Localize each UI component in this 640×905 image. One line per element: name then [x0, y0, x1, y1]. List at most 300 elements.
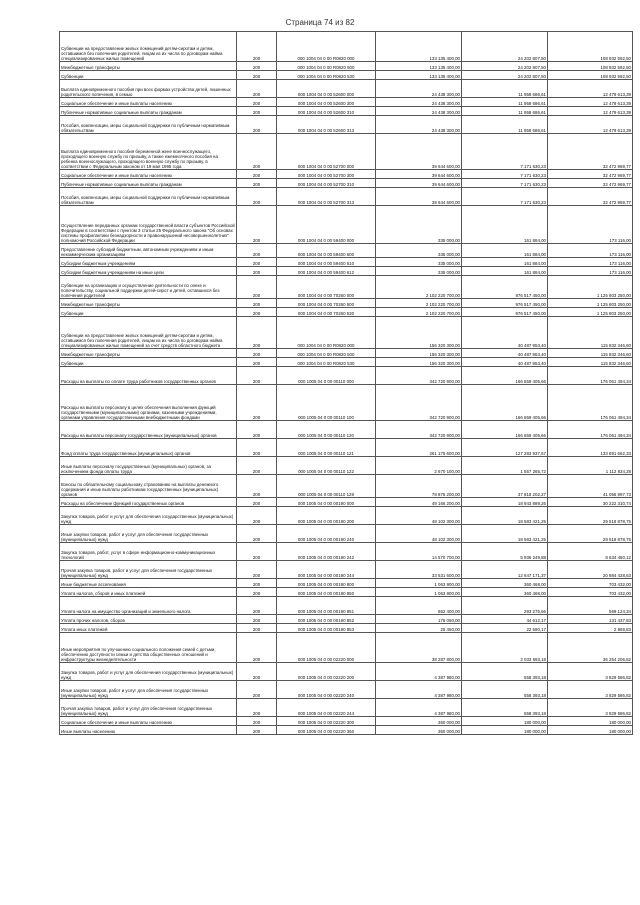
row-executed-amount-cell: 161 884,00: [462, 244, 548, 258]
row-unexecuted-amount-cell: 115 832 346,60: [548, 317, 633, 349]
row-executed-amount-cell: 180 000,00: [462, 726, 548, 735]
table-row: [60, 32, 633, 62]
table-row: [60, 439, 633, 457]
row-unexecuted-amount-cell: 173 116,00: [548, 258, 633, 267]
table-row: [60, 267, 633, 276]
table-row: [60, 62, 633, 71]
row-name-cell: Уплата налога на имущество организаций и земельного налога: [60, 597, 237, 615]
table-row: [60, 525, 633, 543]
row-budget-code-cell: 000 1005 04 0 00 02220 244: [277, 699, 376, 717]
row-name-cell: Закупка товаров, работ и услуг для обеспечения государственных (муниципальных) нужд: [60, 507, 237, 525]
row-executed-amount-cell: 18 943 889,26: [462, 498, 548, 507]
row-executed-amount-cell: 558 393,18: [462, 699, 548, 717]
row-executed-amount-cell: 22 580,17: [462, 624, 548, 633]
row-approved-amount-cell: 39 644 600,00: [376, 179, 462, 188]
row-unexecuted-amount-cell: 1 125 803 250,00: [548, 308, 633, 317]
table-row: [60, 543, 633, 561]
row-budget-code-cell: 000 1004 04 0 00 52600 313: [277, 116, 376, 134]
row-admin-code-cell: 200: [237, 62, 277, 71]
row-unexecuted-amount-cell: 32 472 969,77: [548, 179, 633, 188]
row-approved-amount-cell: 24 438 300,00: [376, 98, 462, 107]
row-approved-amount-cell: 862 400,00: [376, 597, 462, 615]
row-admin-code-cell: 200: [237, 367, 277, 385]
table-row: [60, 663, 633, 681]
row-admin-code-cell: 200: [237, 206, 277, 244]
row-budget-code-cell: 000 1005 04 0 00 00110 120: [277, 421, 376, 439]
row-approved-amount-cell: 39 644 600,00: [376, 188, 462, 206]
row-budget-code-cell: 000 1005 04 0 00 02220 300: [277, 717, 376, 726]
row-approved-amount-cell: 335 000,00: [376, 258, 462, 267]
row-approved-amount-cell: 1 063 900,00: [376, 588, 462, 597]
row-unexecuted-amount-cell: 1 112 834,28: [548, 457, 633, 475]
row-name-cell: Осуществление переданных органам государственной власти субъектов Российской Федерации в соответствии с пунктом 3 статьи 25 Федерального закона "Об основах системы профилактики безнадзорности и правонарушений несовершеннолетних" полномочий Российской Федерации: [60, 206, 237, 244]
row-approved-amount-cell: 261 175 600,00: [376, 439, 462, 457]
row-admin-code-cell: 200: [237, 439, 277, 457]
row-name-cell: Расходы на обеспечение функций государственных органов: [60, 498, 237, 507]
row-admin-code-cell: 200: [237, 699, 277, 717]
row-name-cell: Пособия, компенсации, меры социальной поддержки по публичным нормативным обязательствам: [60, 116, 237, 134]
row-budget-code-cell: 000 1004 04 0 00 70260 500: [277, 299, 376, 308]
table-row: [60, 726, 633, 735]
row-unexecuted-amount-cell: 41 056 997,73: [548, 475, 633, 498]
row-admin-code-cell: 200: [237, 317, 277, 349]
row-admin-code-cell: 200: [237, 134, 277, 170]
row-budget-code-cell: 000 1004 04 0 00 59400 610: [277, 258, 376, 267]
table-row: [60, 71, 633, 80]
row-admin-code-cell: 200: [237, 561, 277, 579]
row-name-cell: Социальное обеспечение и иные выплаты населению: [60, 98, 237, 107]
row-executed-amount-cell: 976 517 450,00: [462, 308, 548, 317]
row-budget-code-cell: 000 1005 04 0 00 00190 851: [277, 597, 376, 615]
table-row: [60, 206, 633, 244]
row-name-cell: Иные бюджетные ассигнования: [60, 579, 237, 588]
row-name-cell: Расходы на выплаты персоналу в целях обеспечения выполнения функций государственными (муниципальными) органами, казенными учреждениями, органами управления государственными внебюджетными фондами: [60, 385, 237, 421]
row-name-cell: Иные закупки товаров, работ и услуг для обеспечения государственных (муниципальных) нужд: [60, 525, 237, 543]
row-unexecuted-amount-cell: 12 479 613,39: [548, 107, 633, 116]
row-approved-amount-cell: 39 644 600,00: [376, 170, 462, 179]
row-budget-code-cell: 000 1005 04 0 00 00190 850: [277, 588, 376, 597]
row-name-cell: Субвенции: [60, 358, 237, 367]
row-approved-amount-cell: 2 102 220 700,00: [376, 308, 462, 317]
row-unexecuted-amount-cell: 1 125 803 250,00: [548, 299, 633, 308]
row-executed-amount-cell: 161 884,00: [462, 206, 548, 244]
row-admin-code-cell: 200: [237, 579, 277, 588]
row-name-cell: Иные выплаты персоналу государственных (муниципальных) органов, за исключением фонда оплаты труда: [60, 457, 237, 475]
table-row: [60, 717, 633, 726]
row-approved-amount-cell: 39 644 600,00: [376, 134, 462, 170]
row-budget-code-cell: 000 1005 04 0 00 00110 000: [277, 367, 376, 385]
row-budget-code-cell: 000 1004 04 0 00 70260 000: [277, 276, 376, 299]
row-budget-code-cell: 000 1004 04 0 00 52700 000: [277, 134, 376, 170]
row-name-cell: Уплата налогов, сборов и иных платежей: [60, 588, 237, 597]
row-admin-code-cell: 200: [237, 358, 277, 367]
row-admin-code-cell: 200: [237, 98, 277, 107]
row-executed-amount-cell: 24 202 807,50: [462, 32, 548, 62]
row-approved-amount-cell: 2 670 100,00: [376, 457, 462, 475]
row-budget-code-cell: 000 1005 04 0 00 00110 100: [277, 385, 376, 421]
row-approved-amount-cell: 14 570 700,00: [376, 543, 462, 561]
row-budget-code-cell: 000 1005 04 0 00 02220 240: [277, 681, 376, 699]
table-row: [60, 276, 633, 299]
row-executed-amount-cell: 5 936 249,88: [462, 543, 548, 561]
row-name-cell: Публичные нормативные социальные выплаты гражданам: [60, 107, 237, 116]
table-row: [60, 624, 633, 633]
row-name-cell: Прочая закупка товаров, работ и услуг для обеспечения государственных (муниципальных) нужд: [60, 699, 237, 717]
row-approved-amount-cell: 133 135 400,00: [376, 62, 462, 71]
row-executed-amount-cell: 7 171 630,23: [462, 179, 548, 188]
row-admin-code-cell: 200: [237, 726, 277, 735]
table-row: [60, 579, 633, 588]
table-row: [60, 107, 633, 116]
row-approved-amount-cell: 342 720 900,00: [376, 421, 462, 439]
row-executed-amount-cell: 180 000,00: [462, 717, 548, 726]
table-row: [60, 699, 633, 717]
row-admin-code-cell: 200: [237, 615, 277, 624]
row-approved-amount-cell: 48 102 300,00: [376, 507, 462, 525]
table-row: [60, 588, 633, 597]
row-name-cell: Субсидии бюджетным учреждениям: [60, 258, 237, 267]
row-name-cell: Субсидии бюджетным учреждениям на иные цели: [60, 267, 237, 276]
table-row: [60, 258, 633, 267]
table-row: [60, 317, 633, 349]
row-admin-code-cell: 200: [237, 267, 277, 276]
row-admin-code-cell: 200: [237, 507, 277, 525]
row-admin-code-cell: 200: [237, 188, 277, 206]
row-approved-amount-cell: 156 320 300,00: [376, 358, 462, 367]
table-row: [60, 597, 633, 615]
row-unexecuted-amount-cell: 108 932 592,50: [548, 71, 633, 80]
row-budget-code-cell: 000 1004 04 0 00 R0820 000: [277, 317, 376, 349]
row-executed-amount-cell: 161 884,00: [462, 267, 548, 276]
row-budget-code-cell: 000 1004 04 0 00 52600 310: [277, 107, 376, 116]
row-unexecuted-amount-cell: 2 869,83: [548, 624, 633, 633]
table-row: [60, 633, 633, 663]
row-unexecuted-amount-cell: 180 000,00: [548, 717, 633, 726]
row-admin-code-cell: 200: [237, 179, 277, 188]
row-admin-code-cell: 200: [237, 543, 277, 561]
row-admin-code-cell: 200: [237, 457, 277, 475]
row-admin-code-cell: 200: [237, 349, 277, 358]
row-admin-code-cell: 200: [237, 258, 277, 267]
row-approved-amount-cell: 4 387 980,00: [376, 663, 462, 681]
row-budget-code-cell: 000 1004 04 0 00 59400 612: [277, 267, 376, 276]
row-unexecuted-amount-cell: 29 518 878,75: [548, 525, 633, 543]
row-approved-amount-cell: 133 135 400,00: [376, 71, 462, 80]
row-approved-amount-cell: 48 102 300,00: [376, 525, 462, 543]
row-unexecuted-amount-cell: 703 432,00: [548, 579, 633, 588]
row-unexecuted-amount-cell: 703 432,00: [548, 588, 633, 597]
row-executed-amount-cell: 166 659 405,66: [462, 367, 548, 385]
row-approved-amount-cell: 2 102 220 700,00: [376, 299, 462, 308]
row-executed-amount-cell: 1 557 265,72: [462, 457, 548, 475]
row-unexecuted-amount-cell: 108 932 592,50: [548, 62, 633, 71]
row-unexecuted-amount-cell: 115 832 346,60: [548, 349, 633, 358]
row-name-cell: Субвенции на предоставление жилых помещений детям-сиротам и детям, оставшимся без попечения родителей, лицам из их числа по договорам найма специализированных жилых помещений за счет средств областного бюджета: [60, 317, 237, 349]
row-budget-code-cell: 000 1004 04 0 00 52600 000: [277, 80, 376, 98]
row-name-cell: Прочая закупка товаров, работ и услуг для обеспечения государственных (муниципальных) нужд: [60, 561, 237, 579]
row-budget-code-cell: 000 1004 04 0 00 59400 600: [277, 244, 376, 258]
row-executed-amount-cell: 11 958 686,61: [462, 98, 548, 107]
row-unexecuted-amount-cell: 131 437,83: [548, 615, 633, 624]
row-unexecuted-amount-cell: 32 472 969,77: [548, 188, 633, 206]
table-row: [60, 385, 633, 421]
row-name-cell: Социальное обеспечение и иные выплаты населению: [60, 170, 237, 179]
row-admin-code-cell: 200: [237, 597, 277, 615]
row-name-cell: Иные закупки товаров, работ и услуг для обеспечения государственных (муниципальных) нужд: [60, 681, 237, 699]
row-budget-code-cell: 000 1005 04 0 00 00190 852: [277, 615, 376, 624]
table-row: [60, 116, 633, 134]
row-admin-code-cell: 200: [237, 421, 277, 439]
row-unexecuted-amount-cell: 1 125 803 250,00: [548, 276, 633, 299]
row-budget-code-cell: 000 1004 04 0 00 70260 530: [277, 308, 376, 317]
row-executed-amount-cell: 18 583 421,25: [462, 507, 548, 525]
row-executed-amount-cell: 24 202 807,50: [462, 62, 548, 71]
row-executed-amount-cell: 40 487 953,40: [462, 349, 548, 358]
row-budget-code-cell: 000 1005 04 0 00 00110 122: [277, 457, 376, 475]
table-row: [60, 80, 633, 98]
row-executed-amount-cell: 976 517 450,00: [462, 299, 548, 308]
row-approved-amount-cell: 156 320 300,00: [376, 349, 462, 358]
table-row: [60, 507, 633, 525]
row-approved-amount-cell: 156 320 300,00: [376, 317, 462, 349]
table-row: [60, 308, 633, 317]
row-admin-code-cell: 200: [237, 244, 277, 258]
row-budget-code-cell: 000 1005 04 0 00 02220 200: [277, 663, 376, 681]
row-executed-amount-cell: 127 283 937,67: [462, 439, 548, 457]
row-budget-code-cell: 000 1004 04 0 00 R0820 000: [277, 32, 376, 62]
row-admin-code-cell: 200: [237, 80, 277, 98]
row-executed-amount-cell: 976 517 450,00: [462, 276, 548, 299]
row-executed-amount-cell: 11 958 686,61: [462, 107, 548, 116]
row-budget-code-cell: 000 1004 04 0 00 59400 000: [277, 206, 376, 244]
row-approved-amount-cell: 24 438 300,00: [376, 107, 462, 116]
row-name-cell: Фонд оплаты труда государственных (муниципальных) органов: [60, 439, 237, 457]
row-budget-code-cell: 000 1005 04 0 00 00190 242: [277, 543, 376, 561]
row-budget-code-cell: 000 1005 04 0 00 02220 360: [277, 726, 376, 735]
row-admin-code-cell: 200: [237, 624, 277, 633]
row-budget-code-cell: 000 1004 04 0 00 52700 300: [277, 170, 376, 179]
row-unexecuted-amount-cell: 173 116,00: [548, 244, 633, 258]
row-unexecuted-amount-cell: 20 884 428,63: [548, 561, 633, 579]
row-approved-amount-cell: 133 135 400,00: [376, 32, 462, 62]
table-row: [60, 358, 633, 367]
row-executed-amount-cell: 293 275,66: [462, 597, 548, 615]
row-approved-amount-cell: 342 720 900,00: [376, 385, 462, 421]
row-budget-code-cell: 000 1005 04 0 00 00190 853: [277, 624, 376, 633]
row-executed-amount-cell: 7 171 630,23: [462, 134, 548, 170]
row-approved-amount-cell: 25 450,00: [376, 624, 462, 633]
row-name-cell: Выплата единовременного пособия при всех формах устройства детей, лишенных родительского попечения, в семью: [60, 80, 237, 98]
row-approved-amount-cell: 335 000,00: [376, 267, 462, 276]
row-admin-code-cell: 200: [237, 32, 277, 62]
row-unexecuted-amount-cell: 180 000,00: [548, 726, 633, 735]
row-name-cell: Выплата единовременного пособия беременной жене военнослужащего, проходящего военную службу по призыву, а также ежемесячного пособия на ребенка военнослужащего, проходящего военную службу по призыву, в соответствии с Федеральным законом от 19 мая 1995 года: [60, 134, 237, 170]
row-approved-amount-cell: 4 387 980,00: [376, 681, 462, 699]
table-row: [60, 457, 633, 475]
row-name-cell: Межбюджетные трансферты: [60, 62, 237, 71]
row-executed-amount-cell: 11 958 686,61: [462, 116, 548, 134]
row-executed-amount-cell: 161 884,00: [462, 258, 548, 267]
row-admin-code-cell: 200: [237, 71, 277, 80]
row-unexecuted-amount-cell: 32 472 969,77: [548, 170, 633, 179]
row-executed-amount-cell: 24 202 807,50: [462, 71, 548, 80]
row-approved-amount-cell: 1 063 900,00: [376, 579, 462, 588]
row-approved-amount-cell: 49 166 200,00: [376, 498, 462, 507]
row-budget-code-cell: 000 1005 04 0 00 00190 240: [277, 525, 376, 543]
row-budget-code-cell: 000 1005 04 0 00 00190 000: [277, 498, 376, 507]
row-admin-code-cell: 200: [237, 663, 277, 681]
table-row: [60, 188, 633, 206]
row-unexecuted-amount-cell: 29 518 878,75: [548, 507, 633, 525]
row-unexecuted-amount-cell: 30 222 310,74: [548, 498, 633, 507]
row-admin-code-cell: 200: [237, 308, 277, 317]
row-unexecuted-amount-cell: 12 479 613,39: [548, 80, 633, 98]
row-name-cell: Предоставление субсидий бюджетным, автономным учреждениям и иным некоммерческим организациям: [60, 244, 237, 258]
row-admin-code-cell: 200: [237, 681, 277, 699]
row-admin-code-cell: 200: [237, 498, 277, 507]
budget-execution-table: [59, 31, 633, 735]
row-name-cell: Уплата иных платежей: [60, 624, 237, 633]
table-row: [60, 561, 633, 579]
row-admin-code-cell: 200: [237, 107, 277, 116]
row-unexecuted-amount-cell: 36 254 206,82: [548, 633, 633, 663]
table-row: [60, 299, 633, 308]
row-name-cell: Субвенции: [60, 71, 237, 80]
row-admin-code-cell: 200: [237, 116, 277, 134]
row-name-cell: Закупка товаров, работ, услуг в сфере информационно-коммуникационных технологий: [60, 543, 237, 561]
row-executed-amount-cell: 360 468,00: [462, 579, 548, 588]
row-budget-code-cell: 000 1004 04 0 00 52600 300: [277, 98, 376, 107]
row-admin-code-cell: 200: [237, 170, 277, 179]
row-unexecuted-amount-cell: 12 479 613,39: [548, 98, 633, 107]
row-name-cell: Иные мероприятия по улучшению социального положения семей с детьми, обеспечению доступности семьи и детства общественных отношений и инфраструктуры жизнедеятельности: [60, 633, 237, 663]
row-admin-code-cell: 200: [237, 633, 277, 663]
row-admin-code-cell: 200: [237, 588, 277, 597]
row-unexecuted-amount-cell: 133 891 662,33: [548, 439, 633, 457]
row-budget-code-cell: 000 1005 04 0 00 00190 200: [277, 507, 376, 525]
row-executed-amount-cell: 40 487 953,40: [462, 317, 548, 349]
row-unexecuted-amount-cell: 3 829 586,82: [548, 681, 633, 699]
row-budget-code-cell: 000 1004 04 0 00 52700 313: [277, 188, 376, 206]
row-approved-amount-cell: 360 000,00: [376, 717, 462, 726]
table-row: [60, 615, 633, 624]
row-admin-code-cell: 200: [237, 276, 277, 299]
row-approved-amount-cell: 33 531 600,00: [376, 561, 462, 579]
row-approved-amount-cell: 360 000,00: [376, 726, 462, 735]
row-unexecuted-amount-cell: 3 829 586,82: [548, 699, 633, 717]
table-row: [60, 475, 633, 498]
table-row: [60, 498, 633, 507]
table-row: [60, 421, 633, 439]
row-name-cell: Пособия, компенсации, меры социальной поддержки по публичным нормативным обязательствам: [60, 188, 237, 206]
row-unexecuted-amount-cell: 176 061 494,34: [548, 421, 633, 439]
row-budget-code-cell: 000 1005 04 0 00 00110 129: [277, 475, 376, 498]
table-row: [60, 98, 633, 107]
row-approved-amount-cell: 342 720 900,00: [376, 367, 462, 385]
row-name-cell: Уплата прочих налогов, сборов: [60, 615, 237, 624]
row-approved-amount-cell: 4 387 980,00: [376, 699, 462, 717]
row-unexecuted-amount-cell: 3 829 586,82: [548, 663, 633, 681]
table-body: [60, 32, 633, 735]
row-approved-amount-cell: 24 438 300,00: [376, 80, 462, 98]
row-name-cell: Межбюджетные трансферты: [60, 349, 237, 358]
row-name-cell: Расходы на выплаты по оплате труда работников государственных органов: [60, 367, 237, 385]
row-unexecuted-amount-cell: 12 479 613,39: [548, 116, 633, 134]
row-unexecuted-amount-cell: 32 472 969,77: [548, 134, 633, 170]
row-budget-code-cell: 000 1004 04 0 00 R0820 500: [277, 349, 376, 358]
row-approved-amount-cell: 335 000,00: [376, 244, 462, 258]
table-row: [60, 179, 633, 188]
row-executed-amount-cell: 558 393,18: [462, 681, 548, 699]
row-name-cell: Закупка товаров, работ и услуг для обеспечения государственных (муниципальных) нужд: [60, 663, 237, 681]
row-unexecuted-amount-cell: 173 116,00: [548, 267, 633, 276]
row-admin-code-cell: 200: [237, 475, 277, 498]
row-unexecuted-amount-cell: 176 061 494,34: [548, 367, 633, 385]
table-row: [60, 681, 633, 699]
row-budget-code-cell: 000 1004 04 0 00 52700 310: [277, 179, 376, 188]
row-name-cell: Субвенции на предоставление жилых помещений детям-сиротам и детям, оставшимся без попечения родителей, лицам из их числа по договорам найма специализированных жилых помещений: [60, 32, 237, 62]
row-unexecuted-amount-cell: 176 061 494,34: [548, 385, 633, 421]
row-approved-amount-cell: 2 102 220 700,00: [376, 276, 462, 299]
row-name-cell: Межбюджетные трансферты: [60, 299, 237, 308]
row-executed-amount-cell: 558 393,18: [462, 663, 548, 681]
table-row: [60, 349, 633, 358]
row-name-cell: Расходы на выплаты персоналу государственных (муниципальных) органов: [60, 421, 237, 439]
row-budget-code-cell: 000 1005 04 0 00 02220 000: [277, 633, 376, 663]
row-executed-amount-cell: 360 468,00: [462, 588, 548, 597]
row-unexecuted-amount-cell: 569 124,34: [548, 597, 633, 615]
row-name-cell: Взносы по обязательному социальному страхованию на выплаты денежного содержания и иные выплаты работникам государственных (муниципальных) органов: [60, 475, 237, 498]
row-approved-amount-cell: 38 287 800,00: [376, 633, 462, 663]
row-executed-amount-cell: 7 171 630,23: [462, 188, 548, 206]
row-approved-amount-cell: 24 438 300,00: [376, 116, 462, 134]
row-name-cell: Субвенции: [60, 308, 237, 317]
row-budget-code-cell: 000 1005 04 0 00 00190 244: [277, 561, 376, 579]
row-executed-amount-cell: 2 033 593,18: [462, 633, 548, 663]
row-unexecuted-amount-cell: 115 832 346,60: [548, 358, 633, 367]
row-executed-amount-cell: 166 659 405,66: [462, 421, 548, 439]
row-executed-amount-cell: 11 958 686,61: [462, 80, 548, 98]
row-name-cell: Публичные нормативные социальные выплаты гражданам: [60, 179, 237, 188]
row-executed-amount-cell: 7 171 630,23: [462, 170, 548, 179]
row-budget-code-cell: 000 1004 04 0 00 R0820 500: [277, 62, 376, 71]
row-unexecuted-amount-cell: 173 116,00: [548, 206, 633, 244]
row-budget-code-cell: 000 1005 04 0 00 00110 121: [277, 439, 376, 457]
row-budget-code-cell: 000 1005 04 0 00 00190 800: [277, 579, 376, 588]
row-admin-code-cell: 200: [237, 717, 277, 726]
row-admin-code-cell: 200: [237, 525, 277, 543]
row-executed-amount-cell: 37 818 202,27: [462, 475, 548, 498]
row-executed-amount-cell: 12 647 171,37: [462, 561, 548, 579]
row-budget-code-cell: 000 1004 04 0 00 R0820 530: [277, 71, 376, 80]
table-row: [60, 244, 633, 258]
row-executed-amount-cell: 18 583 421,25: [462, 525, 548, 543]
row-budget-code-cell: 000 1004 04 0 00 R0820 530: [277, 358, 376, 367]
table-row: [60, 367, 633, 385]
row-executed-amount-cell: 166 659 405,66: [462, 385, 548, 421]
row-executed-amount-cell: 44 612,17: [462, 615, 548, 624]
row-approved-amount-cell: 176 050,00: [376, 615, 462, 624]
row-approved-amount-cell: 335 000,00: [376, 206, 462, 244]
row-executed-amount-cell: 40 487 953,40: [462, 358, 548, 367]
table-row: [60, 170, 633, 179]
row-unexecuted-amount-cell: 8 634 450,12: [548, 543, 633, 561]
table-row: [60, 134, 633, 170]
row-name-cell: Субвенции на организацию и осуществление деятельности по опеке и попечительству, социальной поддержки детей-сирот и детей, оставшихся без попечения родителей: [60, 276, 237, 299]
row-admin-code-cell: 200: [237, 299, 277, 308]
row-name-cell: Иные выплаты населению: [60, 726, 237, 735]
row-approved-amount-cell: 78 875 200,00: [376, 475, 462, 498]
